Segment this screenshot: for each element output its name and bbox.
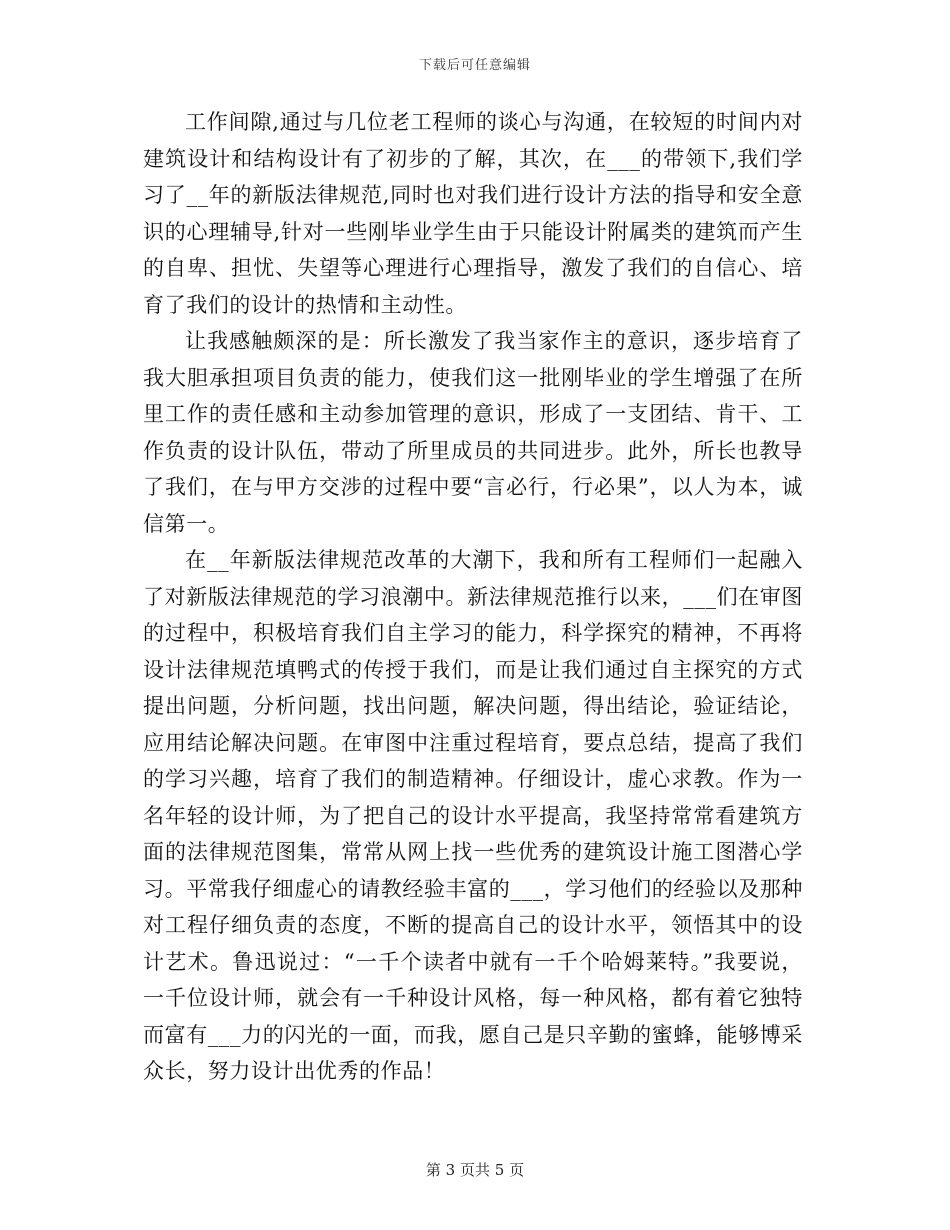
- document-body: [143, 104, 803, 1090]
- page-header: 下载后可任意编辑: [418, 58, 531, 73]
- page-number-footer: 第 3 页共 5 页: [425, 1161, 525, 1179]
- paragraph-1: 工作间隙,通过与几位老工程师的谈心与沟通，在较短的时间内对建筑设计和结构设计有了初步的了解，其次，在___的带领下,我们学习了__年的新版法律规范,同时也对我们进行设计方法的指导和安全意识的心理辅导,针对一些刚毕业学生由于只能设计附属类的建筑而产生的自卑、担忧、失望等心理进行心理指导，激发了我们的自信心、培育了我们的设计的热情和主动性。: [143, 110, 803, 317]
- paragraph-2: 让我感触颇深的是：所长激发了我当家作主的意识，逐步培育了我大胆承担项目负责的能力，使我们这一批刚毕业的学生增强了在所里工作的责任感和主动参加管理的意识，形成了一支团结、肯干、工作负责的设计队伍，带动了所里成员的共同进步。此外，所长也教导了我们，在与甲方交涉的过程中要“言必行，行必果”，以人为本，诚信第一。: [143, 329, 803, 536]
- paragraph-3: 在__年新版法律规范改革的大潮下，我和所有工程师们一起融入了对新版法律规范的学习浪潮中。新法律规范推行以来，___们在审图的过程中，积极培育我们自主学习的能力，科学探究的精神，不再将设计法律规范填鸭式的传授于我们，而是让我们通过自主探究的方式提出问题，分析问题，找出问题，解决问题，得出结论，验证结论，应用结论解决问题。在审图中注重过程培育，要点总结，提高了我们的学习兴趣，培育了我们的制造精神。仔细设计，虚心求教。作为一名年轻的设计师，为了把自己的设计水平提高，我坚持常常看建筑方面的法律规范图集，常常从网上找一些优秀的建筑设计施工图潜心学习。平常我仔细虚心的请教经验丰富的___，学习他们的经验以及那种对工程仔细负责的态度，不断的提高自己的设计水平，领悟其中的设计艺术。鲁迅说过：“一千个读者中就有一千个哈姆莱特。”我要说，一千位设计师，就会有一千种设计风格，每一种风格，都有着它独特而富有___力的闪光的一面，而我，愿自己是只辛勤的蜜蜂，能够博采众长，努力设计出优秀的作品！: [143, 548, 803, 1083]
